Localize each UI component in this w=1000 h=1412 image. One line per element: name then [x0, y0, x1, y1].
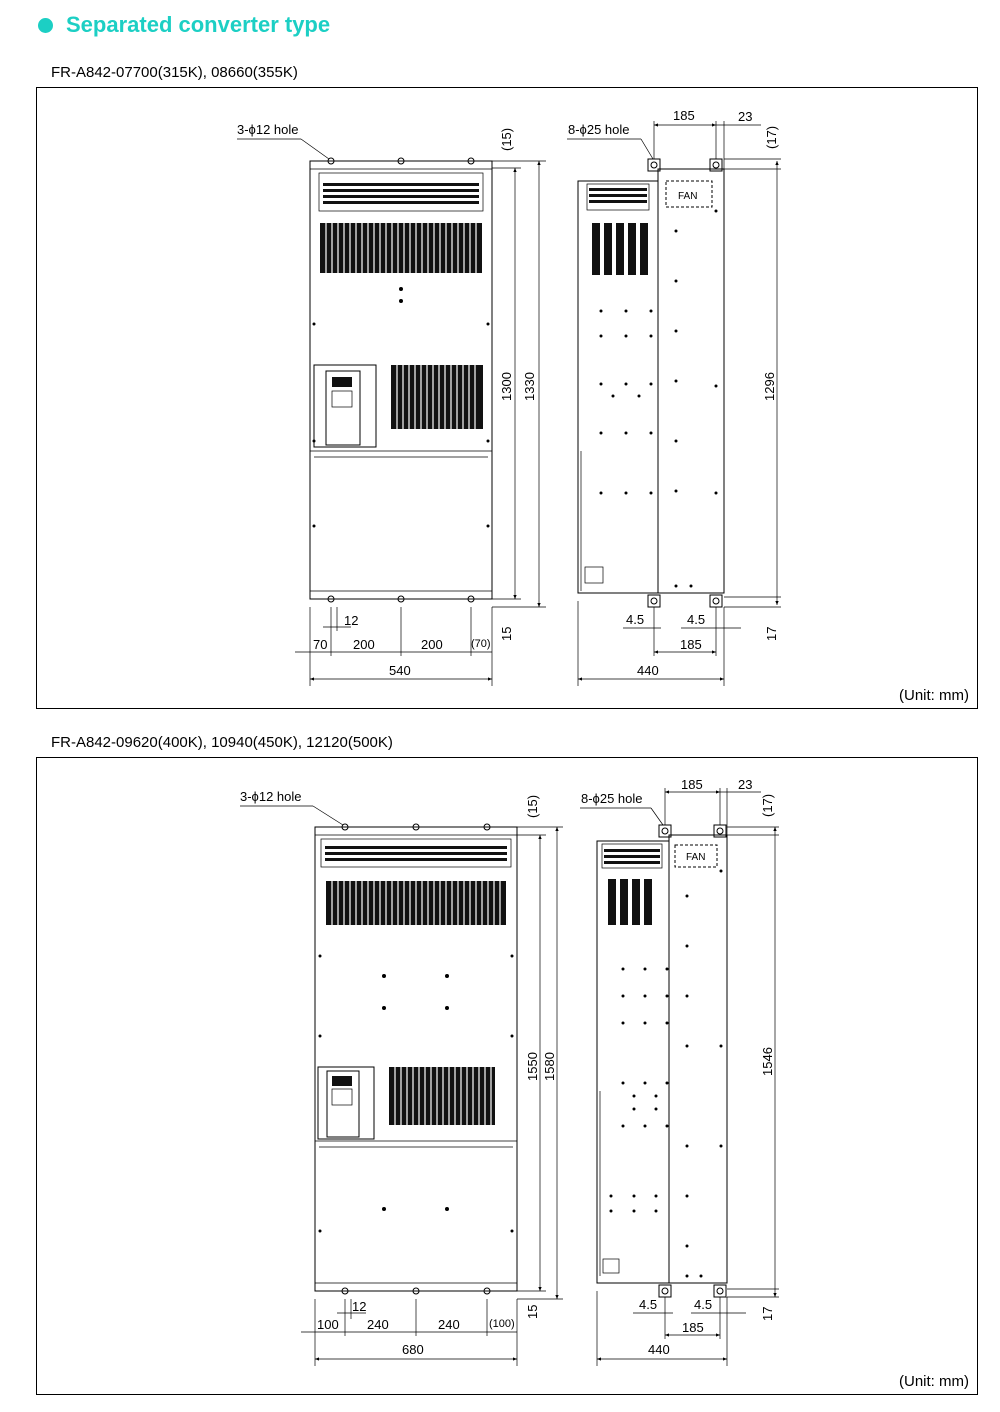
width-seg-3: 200 — [421, 637, 443, 652]
top-offset: (15) — [499, 127, 514, 151]
width-seg-1: 70 — [313, 637, 328, 652]
side-bottom-gap: 17 — [764, 626, 779, 641]
hole-offset: 12 — [352, 1299, 367, 1314]
model-2-side-view — [597, 825, 727, 1297]
model-2-side-dimensions — [580, 777, 779, 1366]
model-2-title: FR-A842-09620(400K), 10940(450K), 12120(500K) — [51, 734, 393, 751]
section-header — [38, 10, 330, 40]
mount-height: 1550 — [525, 1052, 540, 1081]
side-total-depth: 440 — [637, 663, 659, 678]
side-hole-label: 8-ϕ25 hole — [581, 791, 643, 806]
side-top-offset: 23 — [738, 777, 753, 792]
side-bottom-width: 185 — [680, 637, 702, 652]
side-bottom-gap: 17 — [760, 1306, 775, 1321]
side-converter — [669, 835, 727, 1283]
total-width: 680 — [402, 1342, 424, 1357]
model-2-drawing-frame — [36, 757, 978, 1395]
section-title: Separated converter type — [66, 12, 331, 37]
side-top-width: 185 — [673, 108, 695, 123]
fan-label: FAN — [678, 191, 698, 202]
side-right-hole: 4.5 — [687, 612, 706, 627]
side-bottom-width: 185 — [682, 1320, 704, 1335]
side-total-depth: 440 — [648, 1342, 670, 1357]
unit-label: (Unit: mm) — [899, 687, 969, 704]
fan-label: FAN — [686, 852, 706, 863]
side-top-width: 185 — [681, 777, 703, 792]
model-1-front-view — [310, 158, 492, 602]
front-hole-label: 3-ϕ12 hole — [240, 789, 302, 804]
unit-label: (Unit: mm) — [899, 1373, 969, 1390]
width-seg-2: 240 — [367, 1317, 389, 1332]
model-1-drawing-frame — [36, 87, 978, 709]
width-seg-4: (70) — [471, 638, 491, 650]
side-top-gap: (17) — [764, 125, 779, 149]
mount-height: 1300 — [499, 372, 514, 401]
top-vent-slats — [323, 183, 479, 204]
top-offset: (15) — [525, 794, 540, 818]
model-2-front-view — [315, 824, 517, 1294]
lower-grille — [391, 365, 483, 429]
side-height: 1546 — [760, 1047, 775, 1076]
front-hole-label: 3-ϕ12 hole — [237, 122, 299, 137]
total-height: 1580 — [542, 1052, 557, 1081]
upper-grille — [326, 881, 506, 925]
bullet-icon — [38, 18, 53, 33]
lower-grille — [389, 1067, 495, 1125]
side-top-offset: 23 — [738, 109, 753, 124]
width-seg-3: 240 — [438, 1317, 460, 1332]
width-seg-1: 100 — [317, 1317, 339, 1332]
model-1-drawing — [37, 88, 977, 708]
model-2-drawing — [37, 758, 977, 1394]
bottom-offset: 15 — [499, 626, 514, 641]
model-1-side-view — [578, 159, 724, 607]
side-right-hole: 4.5 — [694, 1297, 713, 1312]
hole-offset: 12 — [344, 613, 359, 628]
total-width: 540 — [389, 663, 411, 678]
side-converter — [658, 169, 724, 593]
bottom-offset: 15 — [525, 1304, 540, 1319]
side-left-hole: 4.5 — [626, 612, 645, 627]
model-1-title: FR-A842-07700(315K), 08660(355K) — [51, 64, 298, 81]
width-seg-2: 200 — [353, 637, 375, 652]
total-height: 1330 — [522, 372, 537, 401]
side-hole-label: 8-ϕ25 hole — [568, 122, 630, 137]
side-height: 1296 — [762, 372, 777, 401]
upper-grille — [320, 223, 482, 273]
side-left-hole: 4.5 — [639, 1297, 658, 1312]
side-top-gap: (17) — [760, 793, 775, 817]
width-seg-4: (100) — [489, 1318, 515, 1330]
